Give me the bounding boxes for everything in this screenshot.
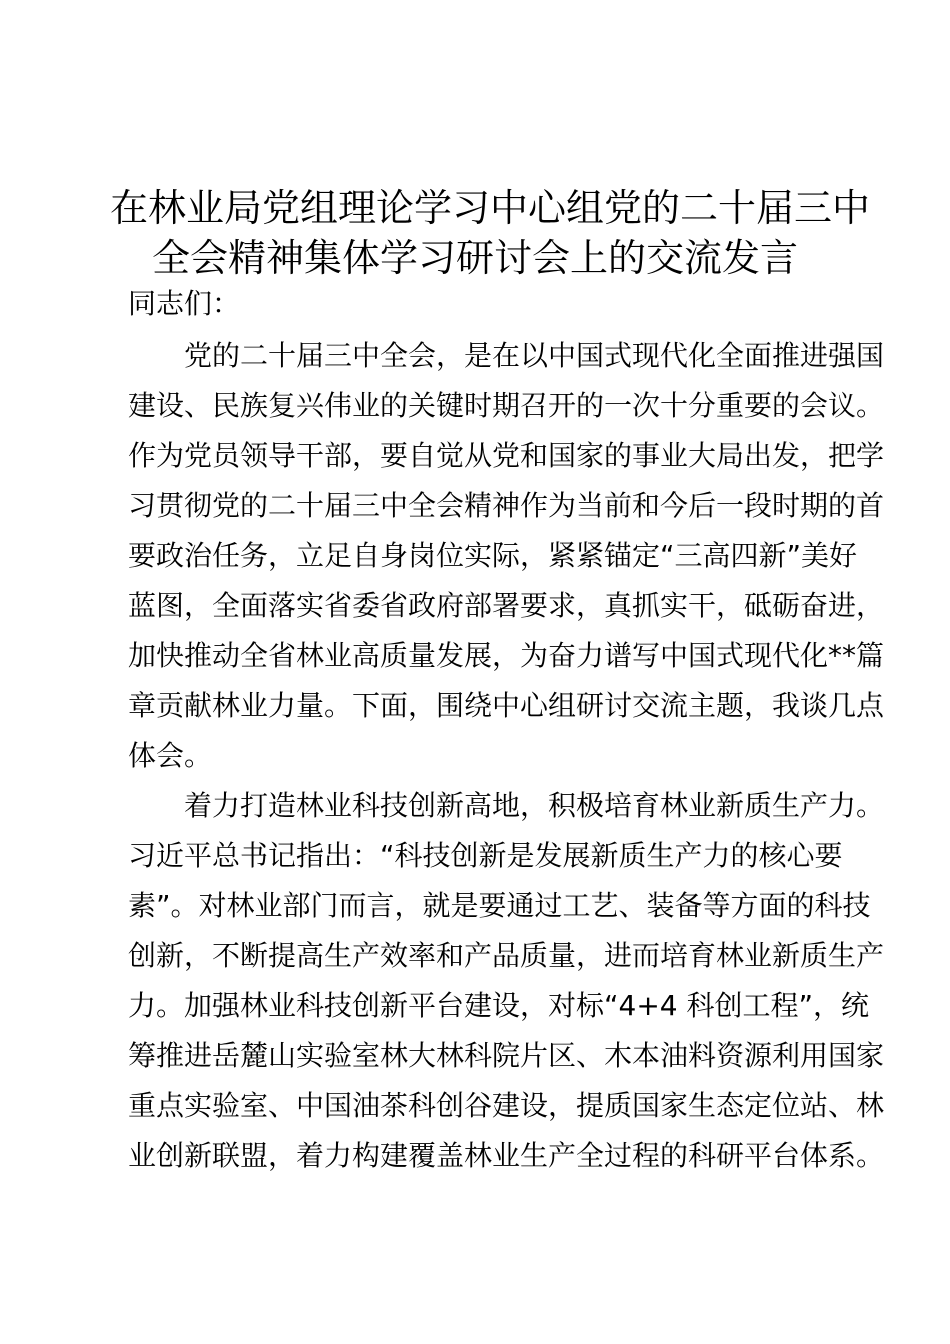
salutation: 同志们： (128, 287, 241, 320)
paragraph-line: 作为党员领导干部，要自觉从党和国家的事业大局出发，把学 (128, 439, 885, 472)
paragraph-line: 建设、民族复兴伟业的关键时期召开的一次十分重要的会议。 (128, 389, 885, 422)
paragraph-line: 习近平总书记指出：“科技创新是发展新质生产力的核心要 (128, 839, 843, 872)
title-line-1: 在林业局党组理论学习中心组党的二十届三中 (110, 186, 871, 230)
paragraph-line: 重点实验室、中国油茶科创谷建设，提质国家生态定位站、林 (128, 1089, 885, 1122)
paragraph-line: 着力打造林业科技创新高地，积极培育林业新质生产力。 (128, 789, 885, 822)
paragraph-line: 习贯彻党的二十届三中全会精神作为当前和今后一段时期的首 (128, 489, 885, 522)
paragraph-line: 加快推动全省林业高质量发展，为奋力谱写中国式现代化**篇 (128, 639, 885, 672)
paragraph-line: 素”。对林业部门而言，就是要通过工艺、装备等方面的科技 (128, 889, 871, 922)
paragraph-line: 体会。 (128, 739, 213, 772)
paragraph-line: 章贡献林业力量。下面，围绕中心组研讨交流主题，我谈几点 (128, 689, 885, 722)
paragraph-line: 要政治任务，立足自身岗位实际，紧紧锚定“三高四新”美好 (128, 539, 858, 572)
paragraph-line: 创新，不断提高生产效率和产品质量，进而培育林业新质生产 (128, 939, 885, 972)
paragraph-line: 蓝图，全面落实省委省政府部署要求，真抓实干，砥砺奋进， (128, 589, 885, 622)
paragraph-line: 筹推进岳麓山实验室林大林科院片区、木本油料资源利用国家 (128, 1039, 885, 1072)
title-line-2: 全会精神集体学习研讨会上的交流发言 (151, 236, 798, 280)
paragraph-line: 力。加强林业科技创新平台建设，对标“4+4 科创工程”，统 (128, 989, 870, 1022)
paragraph-line: 业创新联盟，着力构建覆盖林业生产全过程的科研平台体系。 (128, 1139, 885, 1172)
paragraph-line: 党的二十届三中全会，是在以中国式现代化全面推进强国 (128, 339, 885, 372)
